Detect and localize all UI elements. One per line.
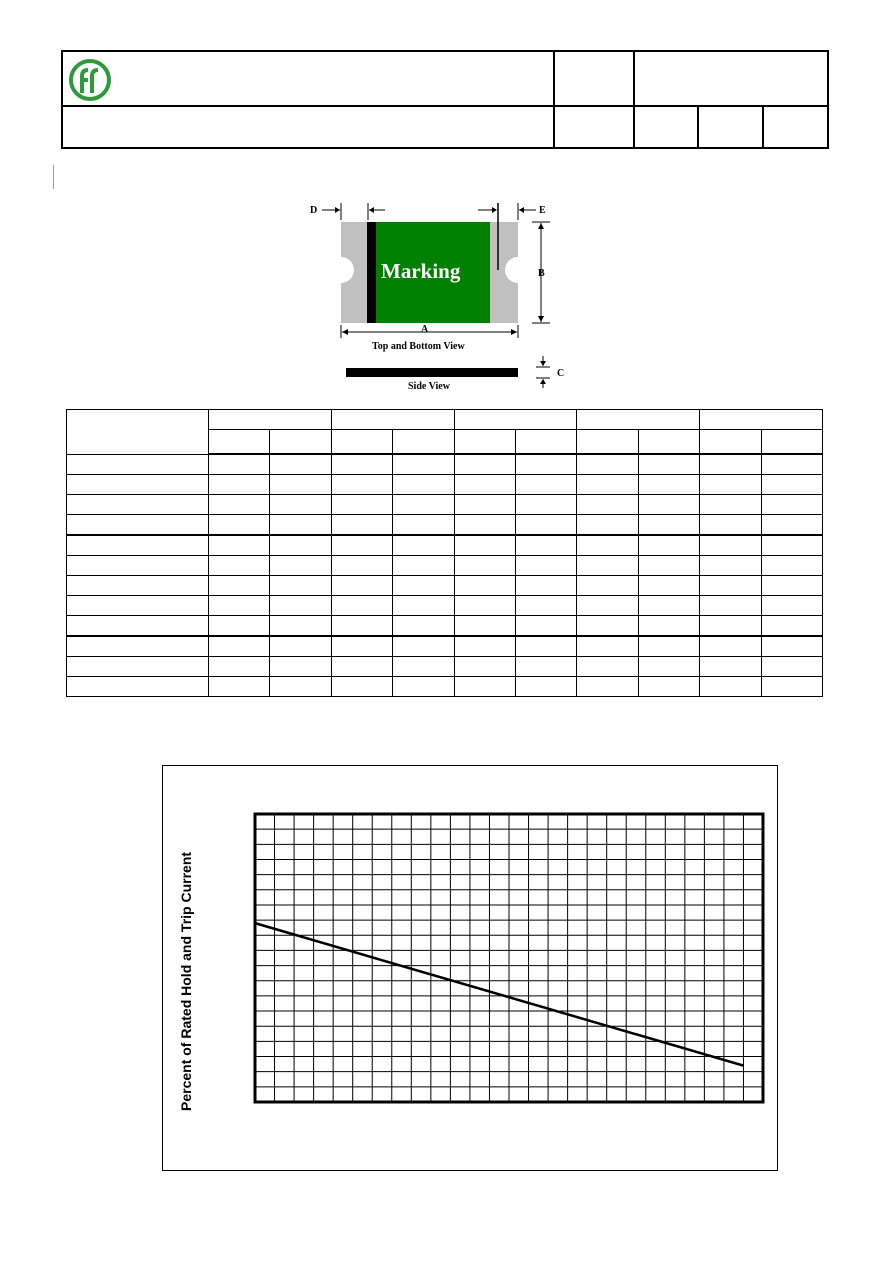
table-cell bbox=[393, 556, 454, 576]
table-cell bbox=[577, 535, 638, 556]
side-view-body bbox=[346, 368, 518, 377]
table-cell bbox=[761, 515, 822, 536]
top-bottom-caption: Top and Bottom View bbox=[372, 341, 465, 352]
table-cell bbox=[454, 636, 515, 657]
dimension-label-d: D bbox=[310, 205, 318, 216]
table-cell bbox=[454, 657, 515, 677]
table-row bbox=[67, 596, 823, 616]
header-divider bbox=[762, 105, 764, 147]
table-cell bbox=[454, 556, 515, 576]
table-cell bbox=[638, 677, 699, 697]
table-cell bbox=[270, 576, 331, 596]
table-cell bbox=[331, 677, 392, 697]
table-cell bbox=[209, 475, 270, 495]
header-divider bbox=[553, 52, 555, 147]
table-subheader bbox=[270, 430, 331, 455]
margin-mark bbox=[53, 165, 54, 189]
table-cell bbox=[331, 454, 392, 475]
table-cell bbox=[209, 535, 270, 556]
header-divider bbox=[697, 105, 699, 147]
table-cell bbox=[209, 495, 270, 515]
table-group-header bbox=[331, 410, 454, 430]
marking-text: Marking bbox=[381, 259, 461, 283]
table-cell bbox=[67, 556, 209, 576]
table-cell bbox=[393, 636, 454, 657]
table-cell bbox=[67, 495, 209, 515]
table-cell bbox=[67, 596, 209, 616]
table-cell bbox=[638, 657, 699, 677]
table-subheader bbox=[761, 430, 822, 455]
table-cell bbox=[209, 616, 270, 637]
table-cell bbox=[761, 475, 822, 495]
table-cell bbox=[209, 636, 270, 657]
table-cell bbox=[577, 515, 638, 536]
table-cell bbox=[270, 616, 331, 637]
table-cell bbox=[209, 657, 270, 677]
dimension-label-e: E bbox=[539, 205, 546, 216]
table-cell bbox=[761, 535, 822, 556]
table-cell bbox=[393, 596, 454, 616]
table-group-header bbox=[577, 410, 700, 430]
table-cell bbox=[700, 556, 761, 576]
table-cell bbox=[761, 596, 822, 616]
table-cell bbox=[515, 454, 576, 475]
table-cell bbox=[270, 556, 331, 576]
table-subheader bbox=[331, 430, 392, 455]
table-cell bbox=[638, 636, 699, 657]
table-row bbox=[67, 657, 823, 677]
table-row bbox=[67, 677, 823, 697]
table-row bbox=[67, 556, 823, 576]
table-cell bbox=[761, 454, 822, 475]
table-cell bbox=[761, 657, 822, 677]
table-row bbox=[67, 475, 823, 495]
table-cell bbox=[393, 535, 454, 556]
dimension-label-b: B bbox=[538, 268, 545, 279]
table-cell bbox=[638, 576, 699, 596]
table-cell bbox=[700, 475, 761, 495]
table-cell bbox=[270, 596, 331, 616]
table-cell bbox=[761, 495, 822, 515]
table-cell bbox=[209, 515, 270, 536]
table-cell bbox=[638, 475, 699, 495]
table-group-header bbox=[454, 410, 577, 430]
table-cell bbox=[577, 495, 638, 515]
table-cell bbox=[270, 475, 331, 495]
table-cell bbox=[270, 636, 331, 657]
table-cell bbox=[638, 454, 699, 475]
table-cell bbox=[700, 454, 761, 475]
table-body bbox=[67, 454, 823, 697]
table-cell bbox=[67, 616, 209, 637]
table-row bbox=[67, 636, 823, 657]
chart-frame bbox=[162, 765, 778, 1171]
table-cell bbox=[454, 616, 515, 637]
table-cell bbox=[393, 475, 454, 495]
table-subheader bbox=[515, 430, 576, 455]
table-subheader bbox=[393, 430, 454, 455]
table-cell bbox=[454, 454, 515, 475]
table-header-cell bbox=[67, 410, 209, 455]
derating-line bbox=[255, 923, 743, 1065]
table-cell bbox=[67, 677, 209, 697]
table-cell bbox=[209, 454, 270, 475]
table-cell bbox=[515, 636, 576, 657]
table-cell bbox=[454, 596, 515, 616]
table-cell bbox=[515, 535, 576, 556]
table-cell bbox=[577, 454, 638, 475]
table-cell bbox=[331, 535, 392, 556]
table-group-header bbox=[700, 410, 823, 430]
table-cell bbox=[209, 576, 270, 596]
table-cell bbox=[515, 495, 576, 515]
table-cell bbox=[209, 556, 270, 576]
table-cell bbox=[67, 636, 209, 657]
table-cell bbox=[454, 535, 515, 556]
table-cell bbox=[270, 657, 331, 677]
table-cell bbox=[454, 475, 515, 495]
table-cell bbox=[700, 636, 761, 657]
table-cell bbox=[270, 454, 331, 475]
table-cell bbox=[331, 576, 392, 596]
company-logo-icon bbox=[65, 58, 115, 102]
table-cell bbox=[331, 636, 392, 657]
table-cell bbox=[577, 657, 638, 677]
table-cell bbox=[67, 535, 209, 556]
table-cell bbox=[454, 576, 515, 596]
table-header-row bbox=[67, 410, 823, 430]
table-cell bbox=[638, 616, 699, 637]
y-axis-label: Percent of Rated Hold and Trip Current bbox=[178, 851, 194, 1111]
table-cell bbox=[454, 677, 515, 697]
table-cell bbox=[270, 495, 331, 515]
table-cell bbox=[209, 596, 270, 616]
dimension-label-c: C bbox=[557, 368, 565, 379]
table-cell bbox=[515, 657, 576, 677]
table-cell bbox=[393, 495, 454, 515]
table-cell bbox=[515, 515, 576, 536]
table-cell bbox=[393, 616, 454, 637]
table-cell bbox=[638, 596, 699, 616]
dimension-table bbox=[66, 409, 823, 697]
table-cell bbox=[700, 495, 761, 515]
table-row bbox=[67, 454, 823, 475]
table-cell bbox=[331, 596, 392, 616]
document-header bbox=[61, 50, 829, 149]
table-row bbox=[67, 495, 823, 515]
table-subheader bbox=[638, 430, 699, 455]
table-cell bbox=[700, 616, 761, 637]
table-cell bbox=[331, 495, 392, 515]
table-subheader bbox=[209, 430, 270, 455]
table-cell bbox=[393, 454, 454, 475]
table-cell bbox=[638, 556, 699, 576]
header-divider bbox=[63, 105, 827, 107]
table-cell bbox=[454, 495, 515, 515]
table-subheader bbox=[454, 430, 515, 455]
table-group-header bbox=[209, 410, 332, 430]
table-cell bbox=[577, 556, 638, 576]
table-cell bbox=[331, 515, 392, 536]
table-cell bbox=[638, 495, 699, 515]
polarity-band bbox=[367, 222, 376, 323]
table-cell bbox=[393, 576, 454, 596]
table-cell bbox=[67, 576, 209, 596]
table-cell bbox=[515, 596, 576, 616]
dimension-drawing bbox=[300, 198, 580, 398]
table-cell bbox=[515, 677, 576, 697]
table-cell bbox=[761, 616, 822, 637]
table-cell bbox=[761, 636, 822, 657]
table-cell bbox=[761, 677, 822, 697]
table-cell bbox=[761, 576, 822, 596]
table-cell bbox=[270, 515, 331, 536]
table-cell bbox=[331, 556, 392, 576]
side-view-caption: Side View bbox=[408, 381, 450, 392]
table-row bbox=[67, 616, 823, 637]
table-cell bbox=[577, 636, 638, 657]
table-row bbox=[67, 515, 823, 536]
table-cell bbox=[700, 677, 761, 697]
table-cell bbox=[700, 515, 761, 536]
table-cell bbox=[638, 535, 699, 556]
table-cell bbox=[577, 616, 638, 637]
table-row bbox=[67, 576, 823, 596]
table-cell bbox=[577, 576, 638, 596]
table-cell bbox=[515, 556, 576, 576]
table-cell bbox=[638, 515, 699, 536]
header-divider bbox=[633, 52, 635, 147]
table-subheader bbox=[577, 430, 638, 455]
table-cell bbox=[209, 677, 270, 697]
table-cell bbox=[761, 556, 822, 576]
table-cell bbox=[700, 535, 761, 556]
derating-chart bbox=[163, 766, 779, 1172]
table-cell bbox=[393, 657, 454, 677]
table-cell bbox=[454, 515, 515, 536]
table-row bbox=[67, 535, 823, 556]
table-cell bbox=[515, 576, 576, 596]
table-cell bbox=[331, 657, 392, 677]
table-cell bbox=[577, 596, 638, 616]
table-cell bbox=[700, 657, 761, 677]
table-cell bbox=[67, 515, 209, 536]
table-cell bbox=[515, 475, 576, 495]
table-cell bbox=[700, 576, 761, 596]
table-cell bbox=[67, 454, 209, 475]
table-cell bbox=[515, 616, 576, 637]
dimension-label-a: A bbox=[421, 324, 429, 335]
table-cell bbox=[67, 657, 209, 677]
table-cell bbox=[577, 677, 638, 697]
table-cell bbox=[577, 475, 638, 495]
table-cell bbox=[270, 677, 331, 697]
table-cell bbox=[393, 677, 454, 697]
table-cell bbox=[331, 616, 392, 637]
table-cell bbox=[270, 535, 331, 556]
table-cell bbox=[393, 515, 454, 536]
table-cell bbox=[331, 475, 392, 495]
table-cell bbox=[700, 596, 761, 616]
table-cell bbox=[67, 475, 209, 495]
table-subheader bbox=[700, 430, 761, 455]
